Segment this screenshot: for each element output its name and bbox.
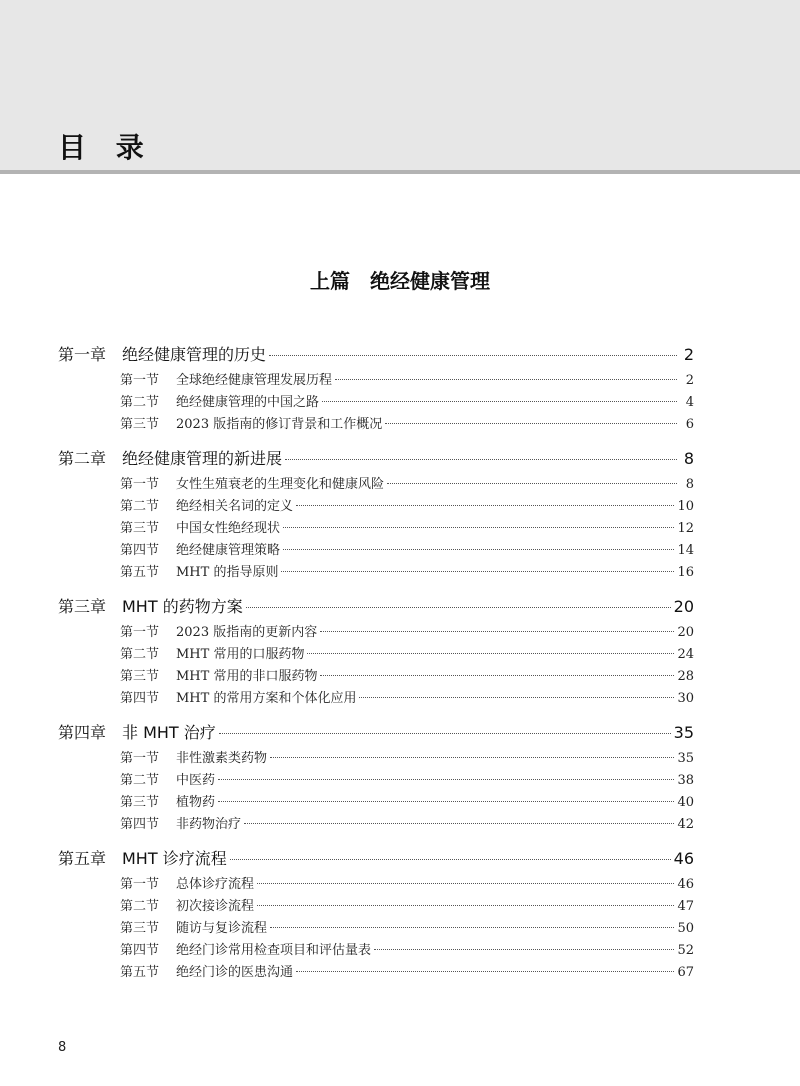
toc-chapter-entry[interactable] [58, 444, 694, 474]
chapter-number: 第三章 [58, 597, 107, 616]
section-page-number: 6 [685, 417, 694, 432]
toc-chapter [58, 844, 694, 984]
toc-section-entry[interactable] [58, 370, 694, 392]
page-title: 目 录 [58, 131, 154, 164]
section-number: 第一节 [120, 477, 160, 492]
chapter-page-number: 20 [673, 597, 694, 616]
section-title: 绝经相关名词的定义 [176, 499, 294, 514]
part-title: 上篇 绝经健康管理 [310, 269, 490, 293]
section-title: MHT 常用的非口服药物 [176, 669, 318, 684]
section-page-number: 35 [677, 751, 694, 766]
toc-section-entry[interactable] [58, 392, 694, 414]
dot-leader [285, 459, 677, 460]
chapter-page-number: 8 [683, 449, 694, 468]
section-title: MHT 的常用方案和个体化应用 [176, 691, 357, 706]
toc-section-entry[interactable] [58, 874, 694, 896]
dot-leader [257, 905, 674, 906]
toc-section-entry[interactable] [58, 518, 694, 540]
section-page-number: 28 [677, 669, 694, 684]
toc-section-entry[interactable] [58, 748, 694, 770]
dot-leader [218, 801, 674, 802]
chapter-number: 第四章 [58, 723, 107, 742]
toc-chapter-entry[interactable] [58, 844, 694, 874]
dot-leader [246, 607, 671, 608]
section-number: 第三节 [120, 669, 160, 684]
chapter-number: 第一章 [58, 345, 107, 364]
toc-section-entry[interactable] [58, 474, 694, 496]
dot-leader [270, 757, 674, 758]
toc-section-entry[interactable] [58, 688, 694, 710]
toc-section-entry[interactable] [58, 644, 694, 666]
section-page-number: 2 [685, 373, 694, 388]
section-page-number: 8 [685, 477, 694, 492]
section-page-number: 24 [677, 647, 694, 662]
toc-chapter-entry[interactable] [58, 340, 694, 370]
toc-chapter-entry[interactable] [58, 718, 694, 748]
section-page-number: 67 [677, 965, 694, 980]
section-page-number: 10 [677, 499, 694, 514]
dot-leader [335, 379, 677, 380]
toc-section-entry[interactable] [58, 622, 694, 644]
section-title: 绝经健康管理策略 [176, 543, 281, 558]
section-number: 第一节 [120, 625, 160, 640]
toc-chapter [58, 718, 694, 836]
dot-leader [218, 779, 674, 780]
section-title: MHT 常用的口服药物 [176, 647, 305, 662]
section-title: 2023 版指南的修订背景和工作概况 [176, 417, 383, 432]
dot-leader [296, 971, 674, 972]
dot-leader [283, 549, 674, 550]
section-page-number: 12 [677, 521, 694, 536]
section-page-number: 14 [677, 543, 694, 558]
section-page-number: 46 [677, 877, 694, 892]
section-number: 第二节 [120, 773, 160, 788]
dot-leader [219, 733, 671, 734]
section-number: 第一节 [120, 373, 160, 388]
section-number: 第三节 [120, 417, 160, 432]
chapter-title: 绝经健康管理的新进展 [122, 449, 283, 468]
section-number: 第三节 [120, 521, 160, 536]
section-page-number: 16 [677, 565, 694, 580]
toc-section-entry[interactable] [58, 962, 694, 984]
dot-leader [322, 401, 677, 402]
section-title: 非药物治疗 [176, 817, 242, 832]
section-page-number: 47 [677, 899, 694, 914]
toc-chapter-entry[interactable] [58, 592, 694, 622]
toc-section-entry[interactable] [58, 792, 694, 814]
section-number: 第二节 [120, 499, 160, 514]
section-number: 第二节 [120, 395, 160, 410]
section-title: 绝经门诊常用检查项目和评估量表 [176, 943, 372, 958]
section-page-number: 52 [677, 943, 694, 958]
toc-section-entry[interactable] [58, 770, 694, 792]
section-title: 中医药 [176, 773, 216, 788]
section-number: 第四节 [120, 543, 160, 558]
section-title: 总体诊疗流程 [176, 877, 255, 892]
section-page-number: 20 [677, 625, 694, 640]
section-title: 绝经门诊的医患沟通 [176, 965, 294, 980]
dot-leader [359, 697, 674, 698]
dot-leader [307, 653, 674, 654]
dot-leader [270, 927, 674, 928]
section-title: 初次接诊流程 [176, 899, 255, 914]
section-number: 第五节 [120, 565, 160, 580]
toc-section-entry[interactable] [58, 414, 694, 436]
section-page-number: 42 [677, 817, 694, 832]
section-page-number: 38 [677, 773, 694, 788]
table-of-contents [58, 340, 694, 992]
section-number: 第二节 [120, 647, 160, 662]
section-page-number: 50 [677, 921, 694, 936]
section-title: MHT 的指导原则 [176, 565, 279, 580]
dot-leader [283, 527, 674, 528]
chapter-page-number: 35 [673, 723, 694, 742]
toc-section-entry[interactable] [58, 540, 694, 562]
dot-leader [320, 675, 674, 676]
toc-chapter [58, 592, 694, 710]
toc-section-entry[interactable] [58, 562, 694, 584]
section-number: 第一节 [120, 751, 160, 766]
dot-leader [387, 483, 677, 484]
section-page-number: 4 [685, 395, 694, 410]
page-number: 8 [58, 1040, 67, 1055]
toc-section-entry[interactable] [58, 896, 694, 918]
dot-leader [269, 355, 677, 356]
section-number: 第四节 [120, 817, 160, 832]
section-number: 第五节 [120, 965, 160, 980]
chapter-title: 绝经健康管理的历史 [122, 345, 267, 364]
section-title: 随访与复诊流程 [176, 921, 268, 936]
section-title: 非性激素类药物 [176, 751, 268, 766]
chapter-title: MHT 的药物方案 [122, 597, 243, 616]
toc-section-entry[interactable] [58, 814, 694, 836]
section-number: 第二节 [120, 899, 160, 914]
section-number: 第四节 [120, 943, 160, 958]
header-rule [0, 170, 800, 174]
section-page-number: 30 [677, 691, 694, 706]
toc-section-entry[interactable] [58, 496, 694, 518]
dot-leader [374, 949, 674, 950]
dot-leader [257, 883, 674, 884]
dot-leader [281, 571, 674, 572]
section-title: 植物药 [176, 795, 216, 810]
section-title: 全球绝经健康管理发展历程 [176, 373, 333, 388]
toc-section-entry[interactable] [58, 666, 694, 688]
chapter-title: 非 MHT 治疗 [122, 723, 216, 742]
chapter-number: 第五章 [58, 849, 107, 868]
section-title: 绝经健康管理的中国之路 [176, 395, 320, 410]
chapter-title: MHT 诊疗流程 [122, 849, 227, 868]
chapter-page-number: 46 [673, 849, 694, 868]
dot-leader [296, 505, 674, 506]
toc-section-entry[interactable] [58, 940, 694, 962]
dot-leader [385, 423, 677, 424]
section-number: 第四节 [120, 691, 160, 706]
toc-chapter [58, 444, 694, 584]
section-title: 2023 版指南的更新内容 [176, 625, 318, 640]
chapter-number: 第二章 [58, 449, 107, 468]
toc-chapter [58, 340, 694, 436]
dot-leader [244, 823, 674, 824]
chapter-page-number: 2 [683, 345, 694, 364]
section-page-number: 40 [677, 795, 694, 810]
dot-leader [230, 859, 671, 860]
toc-section-entry[interactable] [58, 918, 694, 940]
section-number: 第三节 [120, 795, 160, 810]
dot-leader [320, 631, 674, 632]
section-number: 第三节 [120, 921, 160, 936]
section-title: 女性生殖衰老的生理变化和健康风险 [176, 477, 385, 492]
section-title: 中国女性绝经现状 [176, 521, 281, 536]
section-number: 第一节 [120, 877, 160, 892]
